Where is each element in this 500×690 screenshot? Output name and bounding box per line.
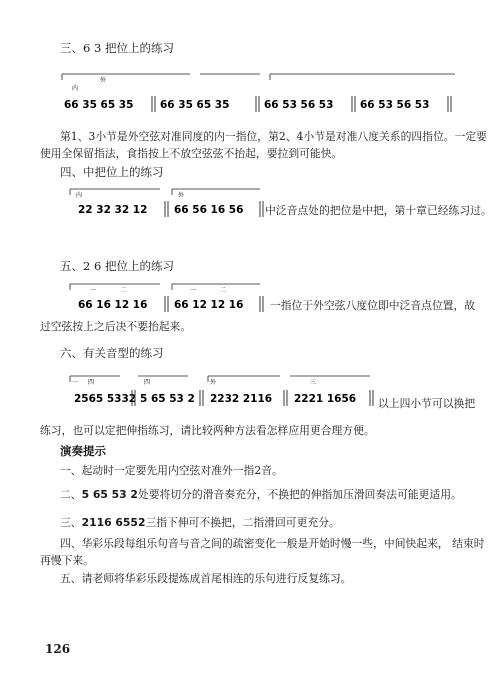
tip-4-line2: 再慢下来。 [40, 554, 94, 567]
score-s4-svg [60, 185, 270, 221]
s5-bar-2: 66 12 12 16 [174, 299, 244, 311]
tip-2-prefix: 二、 [60, 488, 82, 501]
score-section-6 [60, 372, 380, 412]
mark-wai-2: 外 [178, 192, 185, 199]
s6-bar-1: 2565 5332 [74, 393, 137, 405]
tip-5: 五、请老师将华彩乐段提炼成首尾相连的乐句进行反复练习。 [60, 572, 352, 585]
mark-si-2: 四 [144, 379, 151, 386]
section-5-continuation: 过空弦按上之后决不要抬起来。 [40, 320, 192, 333]
score-s3-svg [60, 70, 460, 120]
tip-4-line1: 四、华彩乐段每组乐句音与音之间的疏密变化一般是开始时慢一些，中间快起来， 结束时 [60, 537, 485, 550]
mark-er-2: 二 [220, 287, 227, 294]
page-number: 126 [45, 642, 71, 656]
s4-bar-2: 66 56 16 56 [174, 204, 244, 216]
mark-nei-2: 内 [76, 192, 83, 199]
tip-3-text: 三指下伸可不换把，二指滑回可更充分。 [145, 516, 340, 529]
s6-bar-3: 2232 2116 [210, 393, 273, 405]
tip-2-text: 处要将切分的滑音奏充分，不换把的伸指加压滑回奏法可能更适用。 [137, 488, 462, 501]
section-3-title: 三、6 3 把位上的练习 [60, 41, 174, 55]
tip-2 [60, 486, 462, 503]
mark-yi-2: 一 [190, 287, 197, 294]
mark-wai-1: 外 [100, 77, 107, 84]
tip-3-notes: 2116 6552 [81, 516, 146, 529]
score-section-3 [60, 70, 460, 120]
tip-3-prefix: 三、 [60, 516, 82, 529]
s4-bar-1: 22 32 32 12 [78, 204, 148, 216]
mark-er-1: 二 [120, 287, 127, 294]
mark-si-1: 四 [88, 379, 95, 386]
score-section-5 [60, 280, 270, 316]
section-3-note-line2: 使用全保留指法，食指按上不放空弦弦不抬起，要拉到可能快。 [40, 147, 343, 160]
tip-3 [60, 514, 340, 531]
mark-san-1: 三 [310, 379, 317, 386]
section-6-side-note: 以上四小节可以换把 [378, 397, 476, 410]
section-4-title: 四、中把位上的练习 [60, 165, 164, 179]
mark-wai-3: 外 [210, 379, 217, 386]
s6-bar-4: 2221 1656 [294, 393, 357, 405]
section-4-side-note: 中泛音点处的把位是中把，第十章已经练习过。 [265, 204, 492, 217]
tip-1: 一、起动时一定要先用内空弦对准外一指2音。 [60, 464, 283, 477]
section-6-continuation: 练习，也可以定把伸指练习，请比较两种方法看怎样应用更合理方便。 [40, 424, 375, 437]
s3-bar-1: 66 35 65 35 [64, 99, 134, 111]
s3-bar-2: 66 35 65 35 [160, 99, 230, 111]
score-s5-svg [60, 280, 270, 316]
s6-bar-2: 5 65 53 2 [140, 393, 195, 405]
score-s6-svg [60, 372, 380, 412]
score-section-4 [60, 185, 270, 221]
section-3-note-line1: 第1、3小节是外空弦对准同度的内一指位，第2、4小节是对准八度关系的四指位。一定要 [60, 130, 487, 143]
mark-yi-3: 一 [72, 379, 79, 386]
s3-bar-4: 66 53 56 53 [360, 99, 430, 111]
section-5-title: 五、2 6 把位上的练习 [60, 259, 174, 273]
s3-bar-3: 66 53 56 53 [264, 99, 334, 111]
mark-nei-1: 内 [72, 85, 79, 92]
s5-bar-1: 66 16 12 16 [78, 299, 148, 311]
tip-2-notes: 5 65 53 2 [81, 488, 138, 501]
tips-title: 演奏提示 [60, 444, 106, 458]
section-6-title: 六、有关音型的练习 [60, 346, 164, 360]
mark-yi-1: 一 [90, 287, 97, 294]
section-5-side-note: 一指位于外空弦八度位即中泛音点位置，故 [270, 299, 476, 312]
